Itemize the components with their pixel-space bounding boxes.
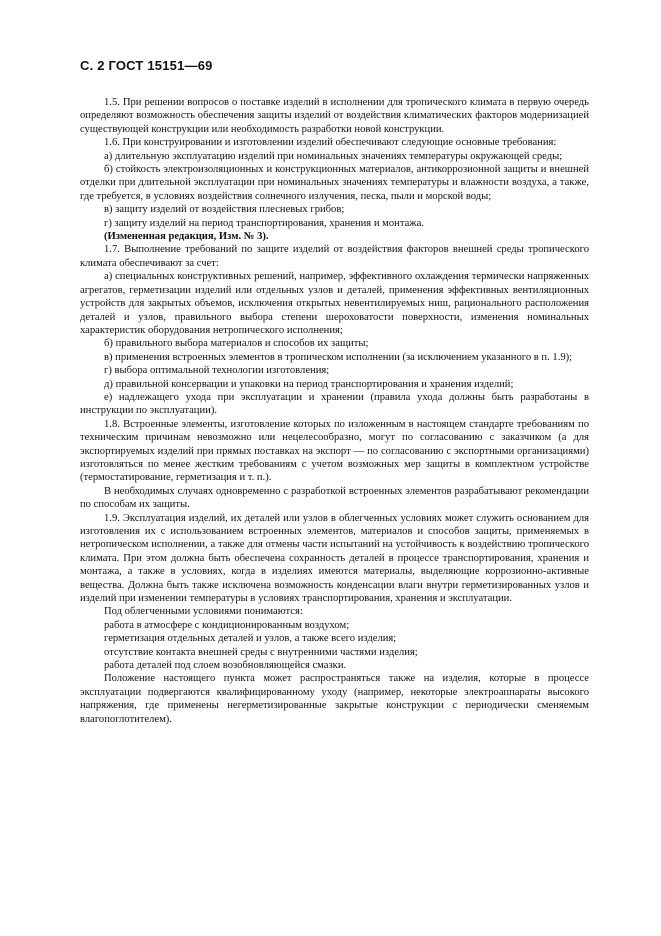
paragraph: в) применения встроенных элементов в тропическом исполнении (за исключением указанного в п. 1.9); bbox=[104, 351, 573, 363]
paragraph: а) длительную эксплуатацию изделий при номинальных значениях температуры окружающей среды; bbox=[104, 150, 563, 162]
paragraph: 1.9. Эксплуатация изделий, их деталей или узлов в облегченных условиях может служить основанием для изготовления их с использованием встроенных элементов, материалов и способов защиты, применяемых в нетропическом исполнении, а также для отмены части испытаний на устойчивость к воздействию тропического климата. При этом должна быть обеспечена сохранность деталей в процессе транспортирования, хранения и монтажа, а также в условиях, когда в изделиях имеются материалы, выделяющие коррозионно-активные вещества. Должна быть также исключена возможность конденсации влаги внутри герметизированных узлов и изделий при изменении температуры в условиях транспортирования, хранения и эксплуатации. bbox=[80, 512, 589, 605]
paragraph: 1.6. При конструировании и изготовлении изделий обеспечивают следующие основные требования: bbox=[104, 137, 557, 149]
paragraph: б) стойкость электроизоляционных и конструкционных материалов, антикоррозионной защиты и внешней отделки при длительной эксплуатации при номинальных значениях температуры и влажности воздуха, а также, где требуется, в условиях воздействия солнечного излучения, песка, пыли и морской воды; bbox=[80, 164, 589, 202]
paragraph: 1.8. Встроенные элементы, изготовление которых по изложенным в настоящем стандарте требованиям по техническим причинам невозможно или нецелесообразно, могут по согласованию с заказчиком (а для экспортируемых изделий при прямых поставках на экспорт — по согласованию с экспортными организациями) изготовляться по менее жестким требованиям с учетом возможных мер защиты в комплектном устройстве (термостатирование, герметизация и т. п.). bbox=[80, 418, 589, 484]
paragraph: а) специальных конструктивных решений, например, эффективного охлаждения термически напряженных агрегатов, герметизации изделий или отдельных узлов и деталей, применения эффективных вентиляционных устройств для закрытых объемов, исключения открытых невентилируемых ниш, рационального расположения деталей и узлов, правильного выбора степени шероховатости поверхности, изменения номинальных характеристик оборудования нетропического исполнения; bbox=[80, 271, 589, 336]
paragraph: 1.7. Выполнение требований по защите изделий от воздействия факторов внешней среды тропического климата обеспечивают за счет: bbox=[80, 244, 589, 269]
paragraph: работа в атмосфере с кондиционированным воздухом; bbox=[104, 619, 350, 631]
paragraph: г) защиту изделий на период транспортирования, хранения и монтажа. bbox=[104, 217, 424, 229]
paragraph: 1.5. При решении вопросов о поставке изделий в исполнении для тропического климата в первую очередь определяют возможность обеспечения защиты изделий от воздействия климатических факторов модернизацией существующей конструкции или необходимость разработки новой конструкции. bbox=[80, 97, 589, 135]
body-text bbox=[80, 96, 589, 726]
paragraph: В необходимых случаях одновременно с разработкой встроенных элементов разрабатывают рекомендации по способам их защиты. bbox=[80, 485, 589, 511]
paragraph: г) выбора оптимальной технологии изготовления; bbox=[104, 365, 330, 377]
paragraph: работа деталей под слоем возобновляющейся смазки. bbox=[104, 660, 347, 672]
paragraph: отсутствие контакта внешней среды с внутренними частями изделия; bbox=[104, 646, 418, 658]
paragraph: д) правильной консервации и упаковки на период транспортирования и хранения изделий; bbox=[104, 378, 514, 390]
page-header: С. 2 ГОСТ 15151—69 bbox=[80, 58, 213, 73]
paragraph: герметизация отдельных деталей и узлов, а также всего изделия; bbox=[104, 633, 397, 645]
paragraph: Положение настоящего пункта может распространяться также на изделия, которые в процессе эксплуатации подвергаются квалифицированному уходу (например, некоторые электроаппараты высокого напряжения, где применены негерметизированные закрытые конструкции с периодически сменяемым влагопоглотителем). bbox=[80, 673, 589, 725]
paragraph: б) правильного выбора материалов и способов их защиты; bbox=[104, 338, 369, 350]
paragraph: в) защиту изделий от воздействия плесневых грибов; bbox=[104, 204, 345, 216]
amendment-note: (Измененная редакция, Изм. № 3). bbox=[104, 231, 269, 243]
paragraph: е) надлежащего ухода при эксплуатации и хранении (правила ухода должны быть разработаны в инструкции по эксплуатации). bbox=[80, 391, 589, 417]
paragraph: Под облегченными условиями понимаются: bbox=[104, 606, 303, 618]
